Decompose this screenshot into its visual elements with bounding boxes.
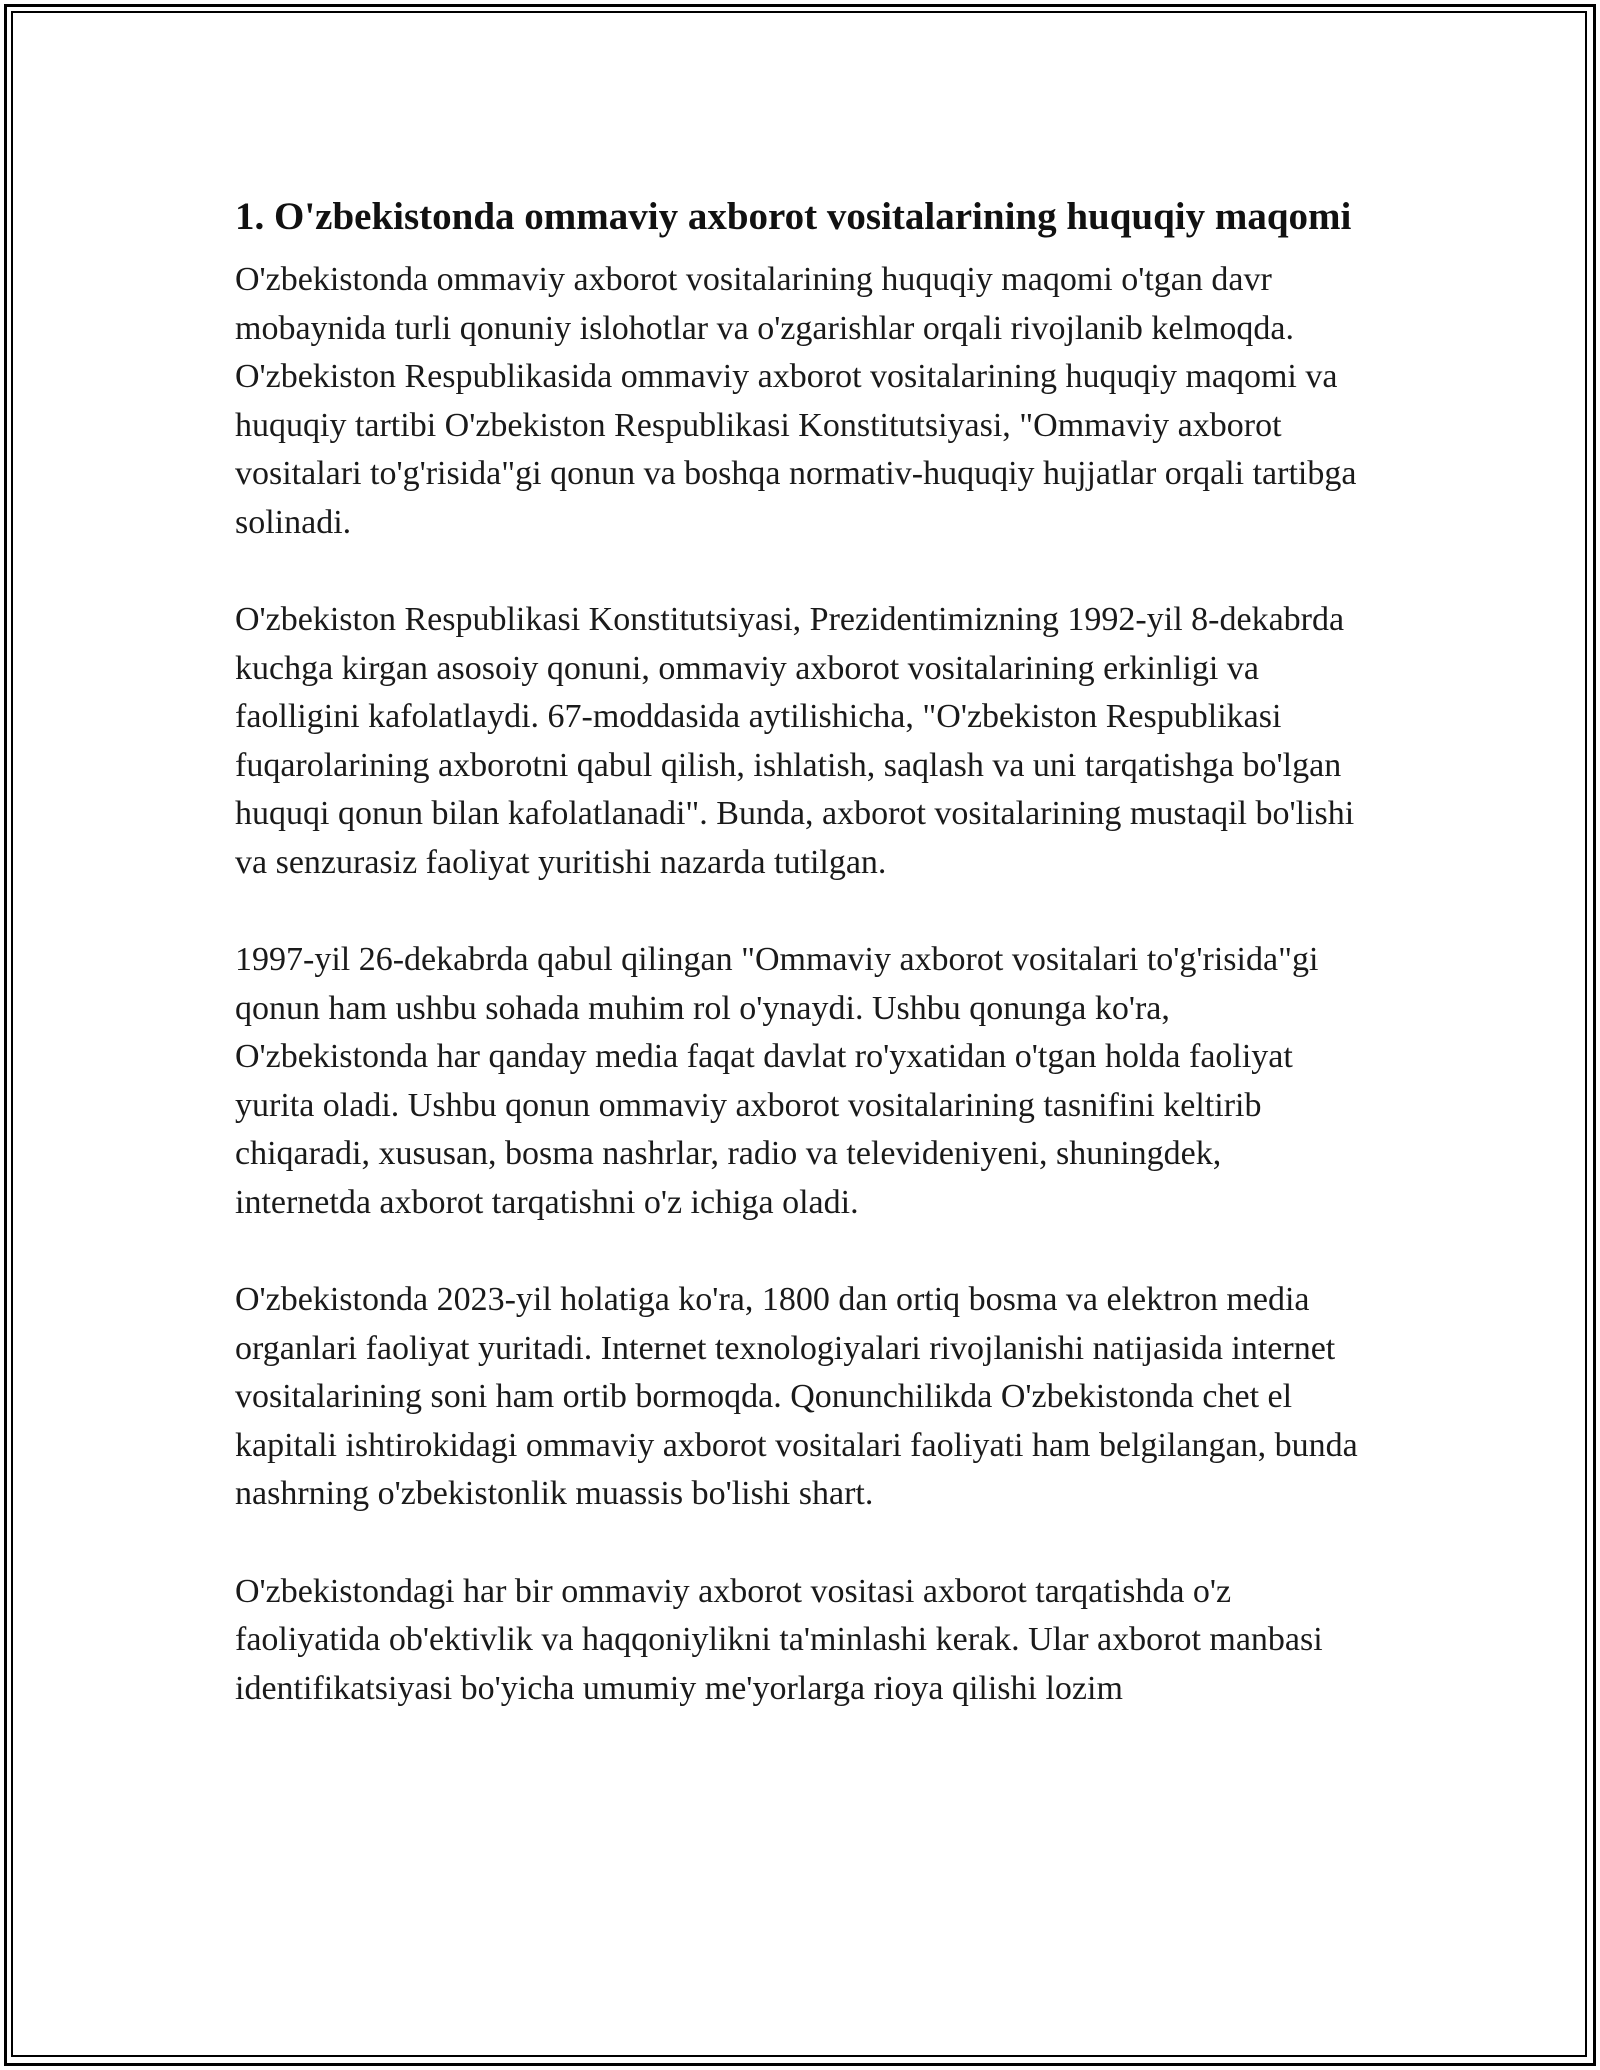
paragraph-objectivity: O'zbekistondagi har bir ommaviy axborot vositasi axborot tarqatishda o'z faoliyatida ob'ektivlik va haqqoniylikni ta'minlashi kerak. Ular axborot manbasi identifikatsiyasi bo'yicha umumiy me'yorlarga rioya qilishi lozim <box>235 1572 1323 1707</box>
document-body <box>235 190 1365 1713</box>
paragraph-media-law: 1997-yil 26-dekabrda qabul qilingan "Ommaviy axborot vositalari to'g'risida"gi qonun ham ushbu sohada muhim rol o'ynaydi. Ushbu qonunga ko'ra, O'zbekistonda har qanday media faqat davlat ro'yxatidan o'tgan holda faoliyat yurita oladi. Ushbu qonun ommaviy axborot vositalarining tasnifini keltirib chiqaradi, xususan, bosma nashrlar, radio va televideniyeni, shuningdek, internetda axborot tarqatishni o'z ichiga oladi. <box>235 941 1319 1221</box>
paragraph-media-statistics: O'zbekistonda 2023-yil holatiga ko'ra, 1800 dan ortiq bosma va elektron media organlari faoliyat yuritadi. Internet texnologiyalari rivojlanishi natijasida internet vositalarining soni ham ortib bormoqda. Qonunchilikda O'zbekistonda chet el kapitali ishtirokidagi ommaviy axborot vositalari faoliyati ham belgilangan, bunda nashrning o'zbekistonlik muassis bo'lishi shart. <box>235 1281 1358 1512</box>
paragraph-constitution: O'zbekiston Respublikasi Konstitutsiyasi, Prezidentimizning 1992-yil 8-dekabrda kuchga kirgan asosoiy qonuni, ommaviy axborot vositalarining erkinligi va faolligini kafolatlaydi. 67-moddasida aytilishicha, "O'zbekiston Respublikasi fuqarolarining axborotni qabul qilish, ishlatish, saqlash va uni tarqatishga bo'lgan huquqi qonun bilan kafolatlanadi". Bunda, axborot vositalarining mustaqil bo'lishi va senzurasiz faoliyat yuritishi nazarda tutilgan. <box>235 601 1355 881</box>
section-title: 1. O'zbekistonda ommaviy axborot vositalarining huquqiy maqomi <box>235 195 1352 238</box>
paragraph-legal-status: O'zbekistonda ommaviy axborot vositalarining huquqiy maqomi o'tgan davr mobaynida turli qonuniy islohotlar va o'zgarishlar orqali rivojlanib kelmoqda. O'zbekiston Respublikasida ommaviy axborot vositalarining huquqiy maqomi va huquqiy tartibi O'zbekiston Respublikasi Konstitutsiyasi, "Ommaviy axborot vositalari to'g'risida"gi qonun va boshqa normativ-huquqiy hujjatlar orqali tartibga solinadi. <box>235 261 1357 541</box>
